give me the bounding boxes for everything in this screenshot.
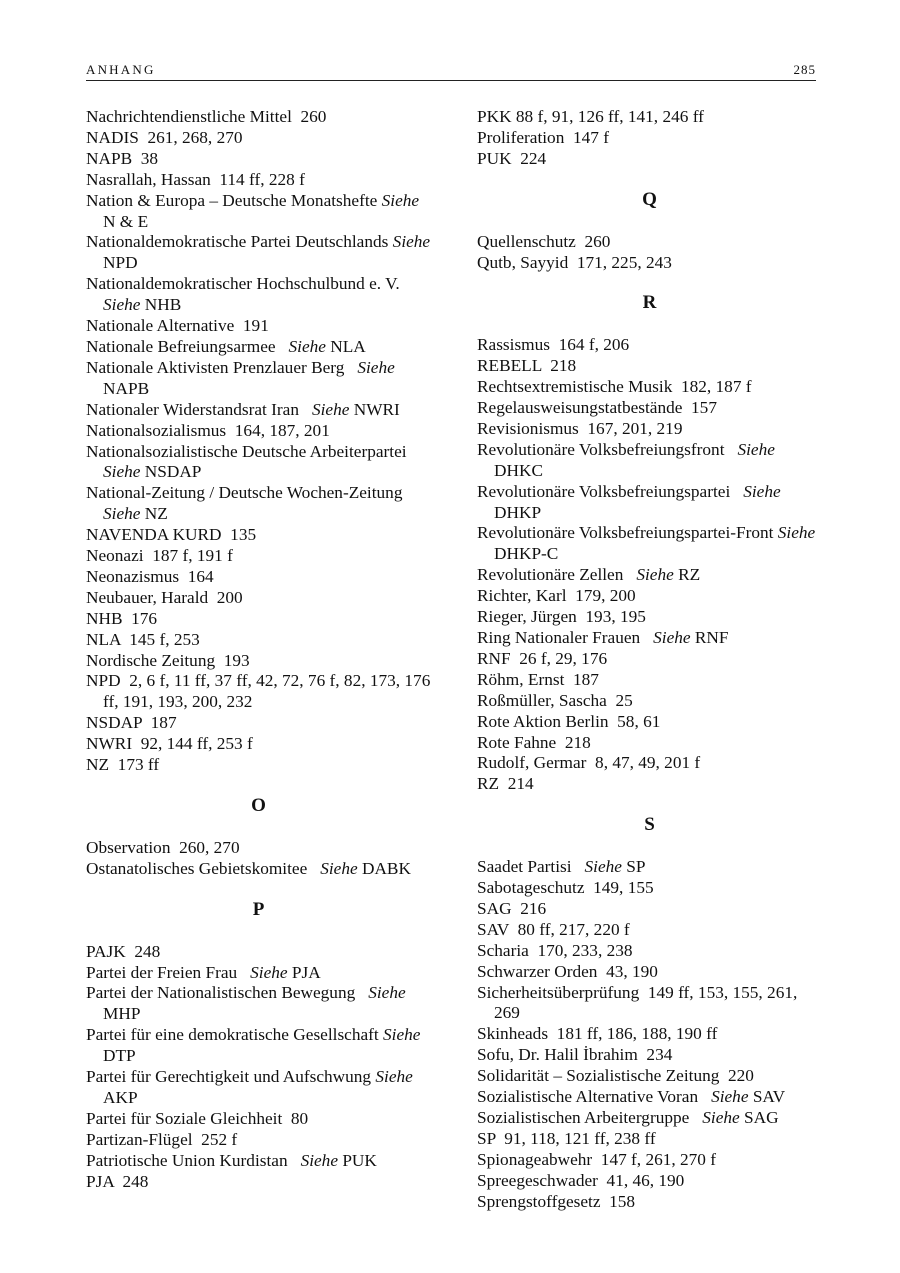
index-entry-text: Neonazi 187 f, 191 f xyxy=(86,546,233,566)
index-entry xyxy=(477,1171,822,1192)
index-entry xyxy=(477,962,822,983)
index-entry-text: Neonazismus 164 xyxy=(86,566,214,586)
index-entry xyxy=(477,586,822,607)
index-entry-text: RNF 26 f, 29, 176 xyxy=(477,648,608,668)
siehe-reference-label: Siehe xyxy=(584,857,622,877)
index-entry xyxy=(477,983,822,1025)
index-column-right xyxy=(477,107,822,1213)
index-entry-text: SAG 216 xyxy=(477,898,547,918)
index-entry-text: NPD 2, 6 f, 11 ff, 37 ff, 42, 72, 76 f, 82, 173, 176 ff, 191, 193, 200, 232 xyxy=(86,671,435,712)
index-entry-text: Rassismus 164 f, 206 xyxy=(477,335,630,355)
index-entry-text: REBELL 218 xyxy=(477,356,577,376)
index-entry-text: Rechtsextremistische Musik 182, 187 f xyxy=(477,377,752,397)
index-entry xyxy=(86,567,431,588)
index-entry-text: Nation & Europa – Deutsche Monatshefte xyxy=(86,190,378,210)
cross-reference-target: NWRI xyxy=(349,399,400,419)
index-entry-text: Observation 260, 270 xyxy=(86,837,240,857)
index-entry-text: RZ 214 xyxy=(477,774,534,794)
cross-reference-target: RZ xyxy=(673,565,701,585)
index-entry-text: Sozialistischen Arbeitergruppe xyxy=(477,1108,698,1128)
index-entry-text: NLA 145 f, 253 xyxy=(86,629,200,649)
index-entry xyxy=(86,546,431,567)
cross-reference-target: RNF xyxy=(690,628,729,647)
index-entry xyxy=(86,588,431,609)
cross-reference-target: AKP xyxy=(103,1067,417,1107)
index-entry-text: Qutb, Sayyid 171, 225, 243 xyxy=(477,252,672,272)
index-entry-text: Nationale Alternative 191 xyxy=(86,316,269,336)
index-entry-text: Proliferation 147 f xyxy=(477,127,609,147)
index-entry-text: Partei für Gerechtigkeit und Aufschwung xyxy=(86,1067,372,1087)
index-entry xyxy=(477,398,822,419)
index-entry xyxy=(477,607,822,628)
index-entry-text: PKK 88 f, 91, 126 ff, 141, 246 ff xyxy=(477,107,704,126)
index-entry-text: Rote Fahne 218 xyxy=(477,732,591,752)
index-entry xyxy=(86,983,431,1025)
siehe-reference-label: Siehe xyxy=(702,1108,740,1128)
index-entry xyxy=(477,628,822,649)
index-entry xyxy=(477,920,822,941)
index-entry xyxy=(477,733,822,754)
index-entry-text: Sofu, Dr. Halil İbrahim 234 xyxy=(477,1045,673,1065)
index-entry-text: Sprengstoffgesetz 158 xyxy=(477,1191,636,1211)
index-entry-text: Ostanatolisches Gebietskomitee xyxy=(86,858,316,878)
index-entry xyxy=(477,899,822,920)
index-entry-text: Röhm, Ernst 187 xyxy=(477,669,599,689)
cross-reference-target: NAPB xyxy=(103,357,400,398)
index-entry-text: Nasrallah, Hassan 114 ff, 228 f xyxy=(86,169,305,189)
index-entry-text: Nationale Befreiungsarmee xyxy=(86,336,285,356)
index-entry-text: Neubauer, Harald 200 xyxy=(86,587,243,607)
index-entry xyxy=(86,337,431,358)
index-entry-text: Schwarzer Orden 43, 190 xyxy=(477,961,658,981)
index-entry xyxy=(86,671,435,713)
running-head xyxy=(86,62,816,81)
index-entry-text: Richter, Karl 179, 200 xyxy=(477,586,636,606)
index-entry-text: Nationaldemokratische Partei Deutschlands xyxy=(86,232,389,252)
index-entry xyxy=(86,170,431,191)
index-column-left xyxy=(86,107,435,1192)
index-entry-text: NWRI 92, 144 ff, 253 f xyxy=(86,734,253,754)
index-entry xyxy=(86,1151,431,1172)
index-entry-text: Ring Nationaler Frauen xyxy=(477,628,649,647)
index-entry-text: Nationaler Widerstandsrat Iran xyxy=(86,399,308,419)
siehe-reference-label: Siehe xyxy=(743,481,781,501)
index-entry-text: Sicherheitsüberprüfung 149 ff, 153, 155, 261, 269 xyxy=(477,982,802,1023)
index-entry xyxy=(86,1130,431,1151)
index-letter-heading: P xyxy=(252,898,265,920)
siehe-reference-label: Siehe xyxy=(653,628,691,647)
index-entry xyxy=(477,1150,822,1171)
cross-reference-target: MHP xyxy=(103,983,410,1024)
index-entry-text: Rudolf, Germar 8, 47, 49, 201 f xyxy=(477,753,701,773)
index-entry xyxy=(86,942,431,963)
index-letter-heading: O xyxy=(251,795,266,816)
index-entry xyxy=(477,149,822,170)
index-entry xyxy=(86,274,431,316)
cross-reference-target: SAV xyxy=(748,1087,786,1107)
index-entry-text: Partizan-Flügel 252 f xyxy=(86,1129,238,1149)
section-title: ANHANG xyxy=(86,62,156,77)
siehe-reference-label: Siehe xyxy=(103,504,141,524)
index-entry xyxy=(477,253,822,274)
index-entry-text: PAJK 248 xyxy=(86,941,161,961)
siehe-reference-label: Siehe xyxy=(636,565,674,585)
index-entry-text: Sabotageschutz 149, 155 xyxy=(477,878,654,898)
index-entry-text: Partei der Nationalistischen Bewegung xyxy=(86,983,364,1003)
cross-reference-target: NZ xyxy=(140,504,168,524)
index-entry-text: Nationalsozialistische Deutsche Arbeiterpartei xyxy=(86,441,416,461)
index-entry xyxy=(86,400,431,421)
index-entry xyxy=(477,1108,822,1129)
siehe-reference-label: Siehe xyxy=(311,399,350,419)
cross-reference-target: NSDAP xyxy=(140,462,202,482)
index-entry xyxy=(86,191,431,233)
index-entry-text: Rieger, Jürgen 193, 195 xyxy=(477,607,646,627)
index-entry-text: Revisionismus 167, 201, 219 xyxy=(477,418,683,438)
index-entry-text: SAV 80 ff, 217, 220 f xyxy=(477,919,630,939)
index-entry xyxy=(477,774,822,795)
index-entry xyxy=(477,1066,822,1087)
index-entry xyxy=(477,128,822,149)
index-entry-text: PUK 224 xyxy=(477,148,547,168)
index-entry xyxy=(477,335,822,356)
index-entry-text: Skinheads 181 ff, 186, 188, 190 ff xyxy=(477,1024,718,1044)
index-entry-text: NADIS 261, 268, 270 xyxy=(86,127,243,147)
index-entry-text: Revolutionäre Volksbefreiungsfront xyxy=(477,439,734,459)
index-entry xyxy=(86,713,431,734)
cross-reference-target: N & E xyxy=(103,190,424,231)
index-entry xyxy=(86,1109,431,1130)
index-entry-text: Partei für eine demokratische Gesellschaft xyxy=(86,1025,379,1045)
index-entry xyxy=(86,128,431,149)
siehe-reference-label: Siehe xyxy=(777,523,816,543)
index-entry xyxy=(477,712,822,733)
siehe-reference-label: Siehe xyxy=(103,462,141,482)
siehe-reference-label: Siehe xyxy=(288,336,326,356)
cross-reference-target: DHKP-C xyxy=(494,523,820,564)
siehe-reference-label: Siehe xyxy=(711,1087,749,1107)
index-entry-text: Revolutionäre Volksbefreiungspartei xyxy=(477,481,739,501)
index-entry-text: Partei der Freien Frau xyxy=(86,962,246,982)
index-entry-text: Spionageabwehr 147 f, 261, 270 f xyxy=(477,1149,717,1169)
index-entry xyxy=(86,1025,431,1067)
index-entry xyxy=(86,232,435,274)
index-entry-text: Spreegeschwader 41, 46, 190 xyxy=(477,1170,685,1190)
index-entry-text: Sozialistische Alternative Voran xyxy=(477,1087,707,1107)
index-entry xyxy=(86,442,431,484)
index-entry xyxy=(86,525,431,546)
cross-reference-target: SP xyxy=(621,857,646,877)
index-entry xyxy=(86,755,431,776)
index-entry xyxy=(86,651,431,672)
cross-reference-target: NLA xyxy=(325,336,366,356)
index-entry-text: Revolutionäre Volksbefreiungspartei-Front xyxy=(477,523,774,543)
index-entry xyxy=(86,1067,431,1109)
index-entry xyxy=(477,691,822,712)
cross-reference-target: DHKP xyxy=(494,481,785,522)
siehe-reference-label: Siehe xyxy=(300,1150,338,1170)
index-entry-text: Nachrichtendienstliche Mittel 260 xyxy=(86,107,327,126)
cross-reference-target: DHKC xyxy=(494,439,780,480)
index-entry xyxy=(86,963,431,984)
siehe-reference-label: Siehe xyxy=(357,357,395,377)
index-entry xyxy=(477,107,822,128)
cross-reference-target: PJA xyxy=(287,962,321,982)
index-entry-text: Saadet Partisi xyxy=(477,857,581,877)
index-entry xyxy=(477,649,822,670)
siehe-reference-label: Siehe xyxy=(737,439,775,459)
index-entry xyxy=(477,523,822,565)
index-entry xyxy=(86,316,431,337)
cross-reference-target: NPD xyxy=(103,232,435,273)
siehe-reference-label: Siehe xyxy=(250,962,288,982)
index-entry-text: NSDAP 187 xyxy=(86,713,177,733)
index-entry xyxy=(477,670,822,691)
index-entry xyxy=(477,753,822,774)
index-entry-text: Scharia 170, 233, 238 xyxy=(477,940,633,960)
siehe-reference-label: Siehe xyxy=(320,858,358,878)
index-entry-text: Partei für Soziale Gleichheit 80 xyxy=(86,1108,309,1128)
cross-reference-target: SAG xyxy=(739,1108,779,1128)
index-entry-text: Nationaldemokratischer Hochschulbund e. V. xyxy=(86,274,400,294)
index-entry-text: Rote Aktion Berlin 58, 61 xyxy=(477,711,661,731)
index-entry xyxy=(477,482,822,524)
index-entry xyxy=(86,630,431,651)
index-entry-text: Solidarität – Sozialistische Zeitung 220 xyxy=(477,1066,754,1086)
index-entry-text: Regelausweisungstatbestände 157 xyxy=(477,398,717,418)
index-entry-text: PJA 248 xyxy=(86,1171,149,1191)
index-entry-text: Patriotische Union Kurdistan xyxy=(86,1150,297,1170)
index-entry-text: Roßmüller, Sascha 25 xyxy=(477,690,633,710)
siehe-reference-label: Siehe xyxy=(368,983,406,1003)
index-entry xyxy=(477,419,822,440)
index-entry xyxy=(477,1087,822,1108)
index-entry-text: Nationalsozialismus 164, 187, 201 xyxy=(86,420,330,440)
index-entry-text: Quellenschutz 260 xyxy=(477,231,611,251)
siehe-reference-label: Siehe xyxy=(383,1025,421,1045)
index-entry xyxy=(477,565,822,586)
index-entry-text: SP 91, 118, 121 ff, 238 ff xyxy=(477,1128,656,1148)
index-entry xyxy=(477,1129,822,1150)
siehe-reference-label: Siehe xyxy=(381,190,420,210)
index-entry-text: Nationale Aktivisten Prenzlauer Berg xyxy=(86,357,353,377)
page-number: 285 xyxy=(793,62,816,77)
index-entry xyxy=(477,440,822,482)
index-entry xyxy=(477,232,822,253)
siehe-reference-label: Siehe xyxy=(103,295,141,315)
index-entry xyxy=(86,838,431,859)
index-entry xyxy=(86,859,431,880)
index-letter-heading: S xyxy=(644,814,655,836)
index-entry xyxy=(477,1045,822,1066)
index-letter-heading: Q xyxy=(642,188,657,210)
index-entry xyxy=(477,377,822,398)
index-entry xyxy=(477,356,822,377)
index-letter-heading: R xyxy=(642,292,657,314)
index-entry xyxy=(86,609,431,630)
cross-reference-target: NHB xyxy=(140,295,182,315)
index-entry xyxy=(86,107,431,128)
index-entry xyxy=(477,857,822,878)
index-entry xyxy=(477,1024,822,1045)
cross-reference-target: DTP xyxy=(103,1025,425,1066)
cross-reference-target: PUK xyxy=(338,1150,377,1170)
index-entry xyxy=(86,734,431,755)
index-entry xyxy=(86,149,431,170)
index-entry xyxy=(86,483,431,525)
index-entry xyxy=(477,1192,822,1213)
index-entry xyxy=(86,358,431,400)
index-entry xyxy=(477,878,822,899)
index-entry xyxy=(86,1172,431,1193)
index-entry-text: Revolutionäre Zellen xyxy=(477,565,632,585)
index-entry-text: National-Zeitung / Deutsche Wochen-Zeitung xyxy=(86,483,403,503)
index-entry-text: NHB 176 xyxy=(86,608,158,628)
index-entry-text: Nordische Zeitung 193 xyxy=(86,650,250,670)
siehe-reference-label: Siehe xyxy=(392,232,431,252)
index-entry xyxy=(86,421,431,442)
index-entry-text: NAPB 38 xyxy=(86,148,159,168)
index-entry-text: NAVENDA KURD 135 xyxy=(86,525,257,545)
cross-reference-target: DABK xyxy=(357,858,411,878)
index-entry-text: NZ 173 ff xyxy=(86,755,160,775)
index-entry xyxy=(477,941,822,962)
siehe-reference-label: Siehe xyxy=(375,1067,413,1087)
